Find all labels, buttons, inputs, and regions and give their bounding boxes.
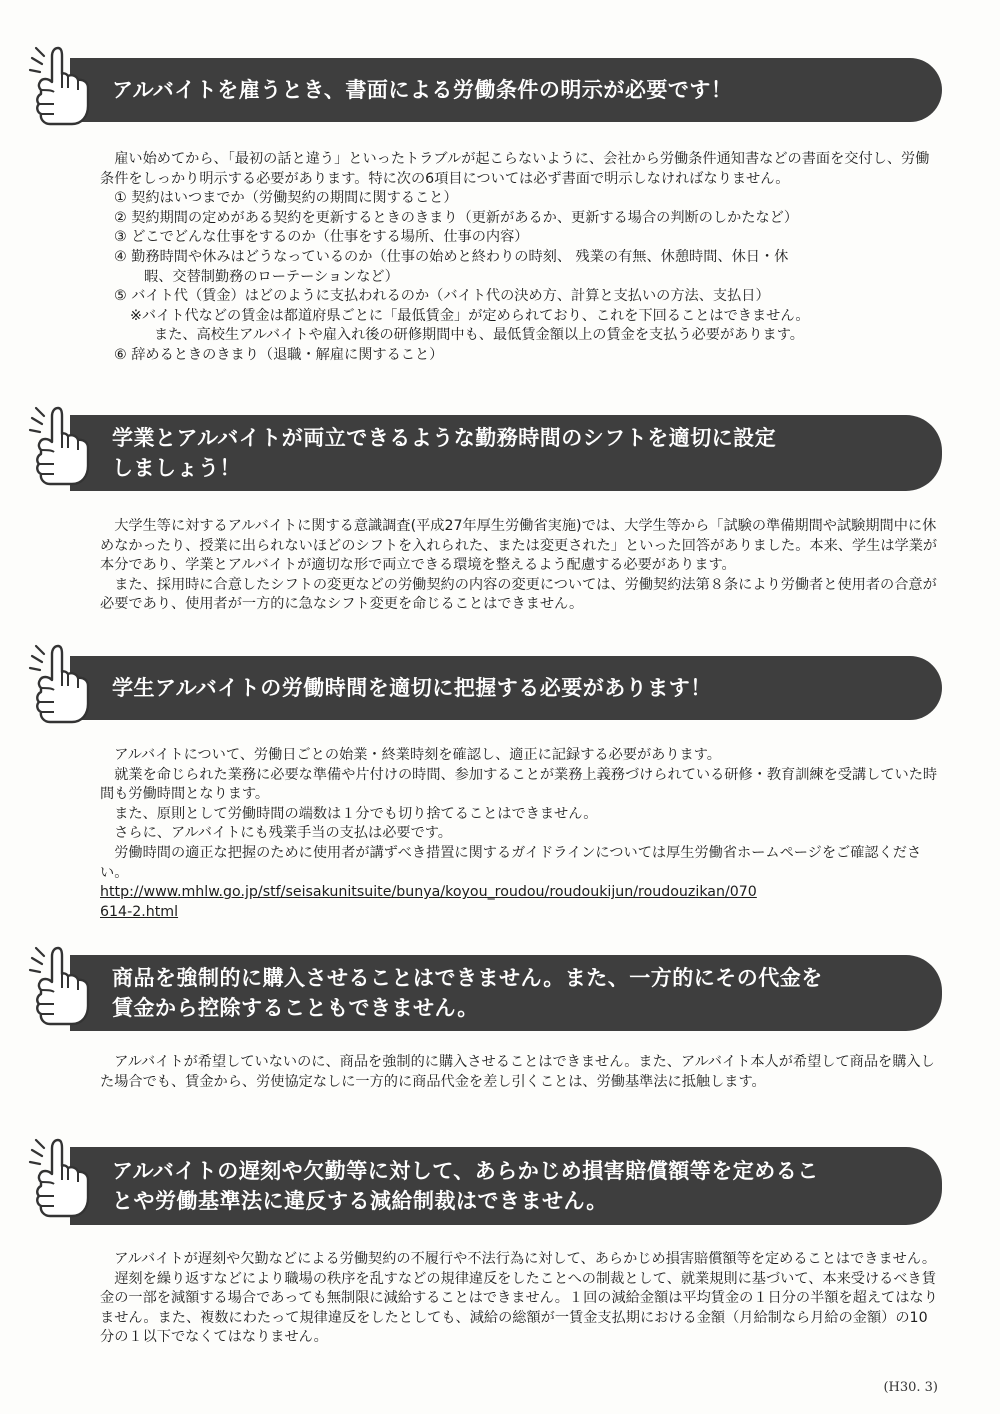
section-3-paragraph-5: 労働時間の適正な把握のために使用者が講ずべき措置に関するガイドラインについては厚生労働省ホームページをご確認ください。 — [100, 844, 922, 881]
section-5-banner — [70, 1147, 942, 1225]
pointing-hand-icon — [28, 1136, 94, 1220]
section-4-banner — [70, 955, 942, 1031]
section-5-title-line1: アルバイトの遅刻や欠勤等に対して、あらかじめ損害賠償額等を定めるこ — [112, 1159, 819, 1183]
section-4-body — [100, 1053, 940, 1092]
section-4-title-line2: 賃金から控除することもできません。 — [112, 996, 479, 1020]
list-item: ③ どこでどんな仕事をするのか（仕事をする場所、仕事の内容） — [114, 229, 529, 246]
list-item: 暇、交替制勤務のローテーションなど） — [144, 268, 399, 285]
section-5-paragraph-2: 遅刻を繰り返すなどにより職場の秩序を乱すなどの規律違反をしたことへの制裁として、就業規則に基づいて、本来受けるべき賃金の一部を減額する場合であっても無制限に減給することはできません。１回の減給金額は平均賃金の１日分の半額を超えてはなりません。また、複数にわたって規律違反をしたとしても、減給の総額が一賃金支払期における金額（月給制なら月給の金額）の10分の１以下でなくてはなりません。 — [100, 1270, 938, 1346]
list-item: ② 契約期間の定めがある契約を更新するときのきまり（更新があるか、更新する場合の判断のしかたなど） — [114, 209, 799, 226]
list-item-note: ※バイト代などの賃金は都道府県ごとに「最低賃金」が定められており、これを下回ることはできません。 — [130, 307, 810, 324]
pointing-hand-icon — [28, 404, 94, 488]
list-item: ⑥ 辞めるときのきまり（退職・解雇に関すること） — [114, 346, 444, 363]
section-1-banner — [70, 58, 942, 122]
list-item: ④ 勤務時間や休みはどうなっているのか（仕事の始めと終わりの時刻、 残業の有無、休憩時間、休日・休 — [114, 248, 789, 265]
section-3-title: 学生アルバイトの労働時間を適切に把握する必要があります！ — [112, 676, 712, 700]
section-3-paragraph-2: 就業を命じられた業務に必要な準備や片付けの時間、参加することが業務上義務づけられている研修・教育訓練を受講していた時間も労働時間となります。 — [100, 766, 938, 803]
section-3-banner — [70, 656, 942, 720]
list-item: ⑤ バイト代（賃金）はどのように支払われるのか（バイト代の決め方、計算と支払いの方法、支払日） — [114, 288, 770, 305]
section-2-paragraph-1: 大学生等に対するアルバイトに関する意識調査(平成27年厚生労働省実施)では、大学生等から「試験の準備期間や試験期間中に休めなかったり、授業に出られないほどのシフトを入れられた、または変更された」といった回答がありました。本来、学生は学業が本分であり、学業とアルバイトが適切な形で両立できる環境を整えるよう配慮する必要があります。 — [100, 518, 938, 574]
section-3-paragraph-3: また、原則として労働時間の端数は１分でも切り捨てることはできません。 — [114, 805, 598, 822]
pointing-hand-icon — [28, 944, 94, 1028]
pointing-hand-icon — [28, 44, 94, 128]
section-5-title-line2: とや労働基準法に違反する減給制裁はできません。 — [112, 1189, 608, 1213]
section-2-title-line2: しましょう！ — [112, 456, 241, 480]
section-2-paragraph-2: また、採用時に合意したシフトの変更などの労働契約の内容の変更については、労働契約法第８条により労働者と使用者の合意が必要であり、使用者が一方的に急なシフト変更を命じることはできません。 — [100, 576, 937, 613]
section-5-body — [100, 1250, 940, 1348]
section-2-body — [100, 517, 940, 615]
list-item: ① 契約はいつまでか（労働契約の期間に関すること） — [114, 190, 458, 207]
section-1-body — [100, 150, 940, 366]
section-3-paragraph-1: アルバイトについて、労働日ごとの始業・終業時刻を確認し、適正に記録する必要があります。 — [114, 747, 721, 763]
list-item-note: また、高校生アルバイトや雇入れ後の研修期間中も、最低賃金額以上の賃金を支払う必要があります。 — [154, 327, 804, 344]
section-2-banner — [70, 415, 942, 491]
section-5-paragraph-1: アルバイトが遅刻や欠勤などによる労働契約の不履行や不法行為に対して、あらかじめ損害賠償額等を定めることはできません。 — [114, 1251, 937, 1267]
section-1-title: アルバイトを雇うとき、書面による労働条件の明示が必要です！ — [112, 78, 733, 102]
section-4-paragraph-1: アルバイトが希望していないのに、商品を強制的に購入させることはできません。また、アルバイト本人が希望して商品を購入した場合でも、賃金から、労使協定なしに一方的に商品代金を差し引くことは、労働基準法に抵触します。 — [100, 1054, 935, 1090]
section-2-title-line1: 学業とアルバイトが両立できるような勤務時間のシフトを適切に設定 — [112, 426, 777, 450]
pointing-hand-icon — [28, 642, 94, 726]
guideline-link-line-2[interactable]: 614-2.html — [100, 903, 179, 920]
edition-date: (H30. 3) — [883, 1380, 938, 1395]
section-3-paragraph-4: さらに、アルバイトにも残業手当の支払は必要です。 — [114, 825, 452, 842]
section-1-intro: 雇い始めてから、「最初の話と違う」といったトラブルが起こらないように、会社から労働条件通知書などの書面を交付し、労働条件をしっかり明示する必要があります。特に次の6項目については必ず書面で明示しなければなりません。 — [100, 151, 930, 187]
section-4-title-line1: 商品を強制的に購入させることはできません。また、一方的にその代金を — [112, 966, 823, 990]
guideline-link-line-1[interactable]: http://www.mhlw.go.jp/stf/seisakunitsuite/bunya/koyou_roudou/roudoukijun/roudouzikan/070 — [100, 884, 757, 901]
section-3-body — [100, 746, 940, 922]
